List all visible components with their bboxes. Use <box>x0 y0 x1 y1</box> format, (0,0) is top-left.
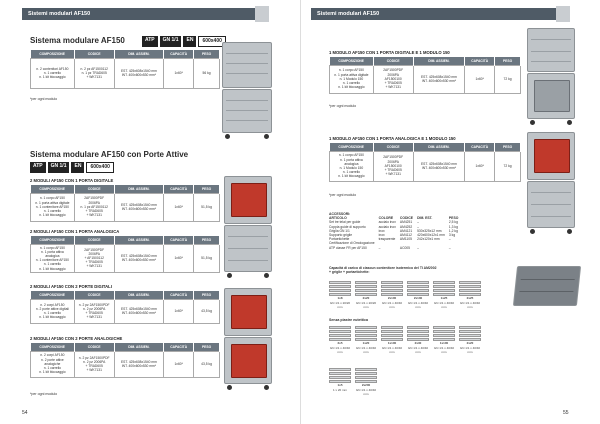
cell: 56 kg <box>194 58 220 88</box>
col-header: PESO <box>194 185 220 193</box>
tray-sub: GN 1/1 x 40/40 mm <box>459 345 481 354</box>
tray-sub: GN 1/1 x 40/40 mm <box>459 300 481 309</box>
tray-size: 1x8 <box>337 296 343 300</box>
tray-size: 2x25 <box>466 296 474 300</box>
door-red <box>231 295 267 329</box>
cell: ATP classe FR per AF150 <box>329 245 367 250</box>
col-header: DIM. EST. <box>417 216 433 221</box>
tray-sub: GN 1/1 x 40/40 mm <box>355 345 377 354</box>
cell: Griglia GN 1/1 <box>329 228 350 233</box>
container-top <box>527 132 575 180</box>
tray-sub: GN 1/1 x 20/20 mm <box>329 300 351 309</box>
cell: 1x60* <box>465 151 495 181</box>
tray-sub: GN 1/1 x 40/40 mm <box>407 345 429 354</box>
cell: 2AF1500PDF 2006PA + AF1500112 + TRAD605 + WK7131 <box>74 244 114 272</box>
badge-group <box>30 162 114 173</box>
col-header: CAPACITÀ <box>164 343 194 351</box>
spec-table <box>30 291 220 324</box>
tray-item <box>407 326 429 354</box>
col-header: CODICE <box>373 143 413 151</box>
cell: 242x120x1 mm <box>417 237 440 242</box>
sub-heading: 1 MODULO AF150 CON 1 PORTA DIGITALE E 1 MODULO 150 <box>329 50 450 55</box>
table-row <box>31 351 220 377</box>
col-header: DIM. ASSIEM. <box>114 236 164 244</box>
tray-item <box>355 326 377 354</box>
cell: 43,5 kg <box>194 299 220 323</box>
container-top <box>224 176 272 224</box>
sub-heading: 2 MODULI AF150 CON 1 PORTA DIGITALE <box>30 178 114 183</box>
col-header: CODICE <box>74 343 114 351</box>
col-header: CAPACITÀ <box>465 57 495 65</box>
col-header: CAPACITÀ <box>465 143 495 151</box>
col-header: DIM. ASSIEM. <box>114 185 164 193</box>
container-top <box>224 288 272 336</box>
cell: AM4112 <box>399 233 412 238</box>
col-header: PESO <box>448 216 459 221</box>
cell: – <box>417 224 419 229</box>
cell: 1,2 kg <box>448 228 458 233</box>
cell: Portaetichette <box>329 237 350 242</box>
tray-size: 1x100 <box>439 341 449 345</box>
cell: Set tre telai per guide <box>329 220 361 225</box>
container-open <box>513 266 581 306</box>
container-bottom <box>224 337 272 384</box>
cell: n. 2 pz 2AF1500PDF n. 2 pz 2006PA + TRAD605 + WK7131 <box>74 351 114 377</box>
cell: 72 kg <box>495 65 521 93</box>
tray-sub: GN 1/1 x 40/40 mm <box>329 345 351 354</box>
door-gray <box>534 80 570 112</box>
col-header: PESO <box>194 291 220 299</box>
col-dim: DIM. ASSIEM. <box>114 50 164 58</box>
cell: AM4121 <box>399 228 413 233</box>
cell: – <box>378 245 381 250</box>
product-image-two-doors <box>224 288 272 392</box>
col-header: COMPOSIZIONE <box>31 185 75 193</box>
cell: EST. 425x608x1540 mm INT. 400x600x530 mm* <box>114 193 164 221</box>
cell: 2AF1500PDF 2006PA n. 1 pz AF1500112 + TRAD605 + WK7131 <box>74 193 114 221</box>
container-bottom <box>527 181 575 228</box>
cell: n. 1 corpo AF150 n. 1 porta attiva digitale n. 1 contenitore AF150 n. 1 carrello n. 1 kit bloccaggio <box>31 193 75 221</box>
footnote: *per ogni modulo <box>30 97 58 101</box>
cell: n. 2 pz AF1500112 n. 1 pz TRAD605 + WK7131 <box>74 58 114 88</box>
capacity-note: Capacità di carico di ciascun contenitore isotermico del TI AM2002 + griglie + portaetichette: <box>329 266 437 274</box>
tray-size: 2x100 <box>387 296 397 300</box>
cell: AM4251 <box>399 220 413 225</box>
col-header: COMPOSIZIONE <box>31 291 75 299</box>
col-header: COMPOSIZIONE <box>31 343 75 351</box>
col-capacita: CAPACITÀ <box>164 50 194 58</box>
cell: 1x60* <box>164 244 194 272</box>
col-header: CODICE <box>399 216 414 221</box>
cell: acciaio inox <box>378 224 396 229</box>
tray-size: 1x25 <box>440 296 448 300</box>
tray-item <box>459 326 481 354</box>
cell: Coppia guide di supporto <box>329 224 366 229</box>
badge-size: 600x400 <box>86 162 113 173</box>
tray-item <box>407 281 429 309</box>
door-red <box>231 344 267 378</box>
tray-size: 2x130 <box>413 296 423 300</box>
tray-sub: 1 x 20 mm <box>332 387 347 392</box>
col-header: COLORE <box>378 216 394 221</box>
table-row <box>31 193 220 221</box>
cell: inox <box>378 233 385 238</box>
container-top <box>222 42 272 88</box>
tray-sub: GN 1/1 x 40/40 mm <box>381 345 403 354</box>
col-header: CAPACITÀ <box>164 236 194 244</box>
cell: – <box>448 237 451 242</box>
cell: EST. 425x608x1540 mm INT. 400x600x530 mm* <box>413 65 465 93</box>
cell: 1,3 kg <box>448 224 458 229</box>
footnote: *per ogni modulo <box>30 392 58 396</box>
col-header: PESO <box>495 143 521 151</box>
col-header: COMPOSIZIONE <box>31 236 75 244</box>
cell: n. 2 pz 2AF1500PDF n. 2 pz 2006PA + TRAD605 + WK7131 <box>74 299 114 323</box>
cell: n. 2 corpi AF150 n. 2 porte attive digitali n. 1 carrello n. 1 kit bloccaggio <box>31 299 75 323</box>
tray-item <box>355 281 377 309</box>
col-header: DIM. ASSIEM. <box>114 291 164 299</box>
cell: 2,5 kg <box>448 220 458 225</box>
cell: 1x60* <box>164 193 194 221</box>
col-header: PESO <box>194 343 220 351</box>
cell: EST. 425x608x1540 mm INT. 400x600x530 mm* <box>114 244 164 272</box>
col-header: CODICE <box>373 57 413 65</box>
spec-table <box>329 143 521 182</box>
table-row <box>327 246 460 250</box>
tray-sub: GN 1/1 x 20/20 mm <box>355 300 377 309</box>
cell: EST. 425x608x1540 mm INT. 400x600x530 mm* <box>114 299 164 323</box>
cell: 3 kg <box>448 233 456 238</box>
col-header: CODICE <box>74 291 114 299</box>
cell: 72 kg <box>495 151 521 181</box>
sub-heading: 2 MODULI AF150 CON 2 PORTE DIGITALI <box>30 284 112 289</box>
table-row <box>31 244 220 272</box>
col-composizione: COMPOSIZIONE <box>31 50 75 58</box>
cell: 1x60* <box>164 351 194 377</box>
table-row <box>31 58 220 88</box>
col-codice: CODICE <box>74 50 114 58</box>
cell: n. 2 contenitori AF150 n. 1 carrello n. 1 kit bloccaggio <box>31 58 75 88</box>
col-header: COMPOSIZIONE <box>330 57 374 65</box>
container-bottom <box>527 73 575 119</box>
badge-group <box>142 36 226 47</box>
cell: 1x60* <box>164 299 194 323</box>
tray-sub: GN 1/1 x 40/40 mm <box>407 300 429 309</box>
col-header: CAPACITÀ <box>164 291 194 299</box>
cell: 2AF1500PDF 2006PA AF1500100 + TRAD605 + WK7131 <box>373 65 413 93</box>
sub-heading: 2 MODULI AF150 CON 2 PORTE ANALOGICHE <box>30 336 123 341</box>
badge-gn: GN 1/1 <box>48 162 70 173</box>
badge-en: EN <box>71 162 84 173</box>
tray-size: 2x30 <box>414 341 422 345</box>
accessories-title: ACCESSORI: <box>329 212 351 216</box>
tray-item <box>355 368 377 396</box>
cell: n. 1 corpo AF150 n. 1 porta attiva analogica n. 1 contenitore AF150 n. 1 carrello n. 1 kit bloccaggio <box>31 244 75 272</box>
tray-sub: GN 1/1 x 40/40 mm <box>355 387 377 396</box>
tray-item <box>433 281 455 309</box>
col-header: CAPACITÀ <box>164 185 194 193</box>
door-red <box>534 139 570 173</box>
tray-size: 2x200 <box>361 383 371 387</box>
accessories-table <box>327 212 460 250</box>
tray-item <box>329 281 351 309</box>
col-header: PESO <box>194 236 220 244</box>
right-page <box>300 0 600 424</box>
tray-item <box>381 281 403 309</box>
tray-item <box>433 326 455 354</box>
cell: 1x60* <box>164 58 194 88</box>
cell: 2AF1500PDF 2006PA AF1500100 + TRAD605 + WK7131 <box>373 151 413 181</box>
sub-heading: 2 MODULI AF150 CON 1 PORTA ANALOGICA <box>30 229 120 234</box>
table-row <box>330 65 521 93</box>
cell: 530x325x12 mm <box>417 228 442 233</box>
col-header: DIM. ASSIEM. <box>413 57 465 65</box>
cell: 51,5 kg <box>194 244 220 272</box>
footnote: *per ogni modulo <box>329 193 357 197</box>
sub-heading: 1 MODULO AF150 CON 1 PORTA ANALOGICA E 1 MODULO 150 <box>329 136 456 141</box>
container-bottom <box>222 89 272 133</box>
tray-size: 1x5 <box>337 383 343 387</box>
cell: EST. 425x608x1540 mm INT. 400x600x530 mm* <box>114 351 164 377</box>
spec-table <box>30 343 220 378</box>
spec-table <box>30 236 220 273</box>
section-title: Sistema modulare AF150 <box>30 36 125 45</box>
cell: AM1105 <box>399 237 412 242</box>
cell: inox <box>378 228 385 233</box>
container-bottom <box>224 225 272 272</box>
tray-size: 2x5 <box>337 341 343 345</box>
spec-table <box>30 50 220 89</box>
spec-table <box>329 57 521 94</box>
tray-size: 1x20 <box>362 341 370 345</box>
cell: n. 1 corpo AF150 n. 1 porta attiva digitale n. 1 Modulo 150 n. 1 carrello n. 1 kit bloccaggio <box>330 65 374 93</box>
col-header: PESO <box>495 57 521 65</box>
page-number: 54 <box>22 410 28 416</box>
page-header: Sistemi modulari AF150 <box>311 8 556 20</box>
cell: – <box>417 220 419 225</box>
cell: 51,5 kg <box>194 193 220 221</box>
cell: 43,5 kg <box>194 351 220 377</box>
tray-item <box>329 326 351 354</box>
tray-size: 1x100 <box>387 341 397 345</box>
product-image-door-and-module <box>527 28 575 126</box>
cell: 1x60* <box>465 65 495 93</box>
product-image-open-container <box>515 258 579 308</box>
cell: Certificazione di Omologazione <box>329 241 375 246</box>
table-row <box>31 299 220 323</box>
col-header: DIM. ASSIEM. <box>413 143 465 151</box>
cell: trasparente <box>378 237 396 242</box>
col-header: CODICE <box>74 236 114 244</box>
tray-sub: GN 1/1 x 40/40 mm <box>381 300 403 309</box>
col-peso: PESO <box>194 50 220 58</box>
page-number: 55 <box>563 410 569 416</box>
cell: – <box>448 245 451 250</box>
cell: acciaio inox <box>378 220 396 225</box>
badge-atp: ATP <box>30 162 46 173</box>
tray-size: 2x20 <box>466 341 474 345</box>
tray-row-2 <box>329 326 529 358</box>
product-image-one-door <box>224 176 272 280</box>
cell: EST. 425x608x1540 mm INT. 400x600x530 mm* <box>413 151 465 181</box>
tray-item <box>381 326 403 354</box>
door-red <box>231 183 267 217</box>
header-corner-tab <box>255 6 269 22</box>
header-corner-tab <box>556 6 570 22</box>
section-title: Sistema modulare AF150 con Porte Attive <box>30 150 189 159</box>
tray-row-1 <box>329 281 529 313</box>
product-image-red-door-and-module <box>527 132 575 236</box>
badge-gn: GN 1/1 <box>160 36 182 47</box>
page-header: Sistemi modulari AF150 <box>22 8 255 20</box>
badge-atp: ATP <box>142 36 158 47</box>
cell: AM4252 <box>399 224 413 229</box>
tray-sub: GN 1/1 x 40/40 mm <box>433 300 455 309</box>
col-header: CODICE <box>74 185 114 193</box>
cell: – <box>417 245 419 250</box>
tray-sub: GN 1/1 x 40/40 mm <box>433 345 455 354</box>
product-image-gray <box>222 42 272 140</box>
col-header: COMPOSIZIONE <box>330 143 374 151</box>
footnote: *per ogni modulo <box>329 104 357 108</box>
container-top <box>527 28 575 72</box>
cell: 420x600x12x1 mm <box>417 233 445 238</box>
tray-item <box>329 368 351 392</box>
badge-size: 600x400 <box>198 36 225 47</box>
cell: AC005 <box>399 245 410 250</box>
table-row <box>330 151 521 181</box>
cell: Supporto griglie <box>329 233 353 238</box>
tray-label: Senza piastre eutettica <box>329 318 368 322</box>
tray-size: 2x20 <box>362 296 370 300</box>
tray-row-3 <box>329 368 529 400</box>
badge-en: EN <box>183 36 196 47</box>
tray-item <box>459 281 481 309</box>
col-header: ARTICOLO <box>329 216 347 221</box>
col-header: DIM. ASSIEM. <box>114 343 164 351</box>
spec-table <box>30 185 220 222</box>
cell: EST. 425x608x1540 mm INT. 400x600x530 mm* <box>114 58 164 88</box>
cell: n. 2 corpi AF150 n. 2 porte attive analogiche n. 1 carrello n. 1 kit bloccaggio <box>31 351 75 377</box>
cell: n. 1 corpo AF150 n. 1 porta attiva analogica n. 1 Modulo 150 n. 1 carrello n. 1 kit bloccaggio <box>330 151 374 181</box>
